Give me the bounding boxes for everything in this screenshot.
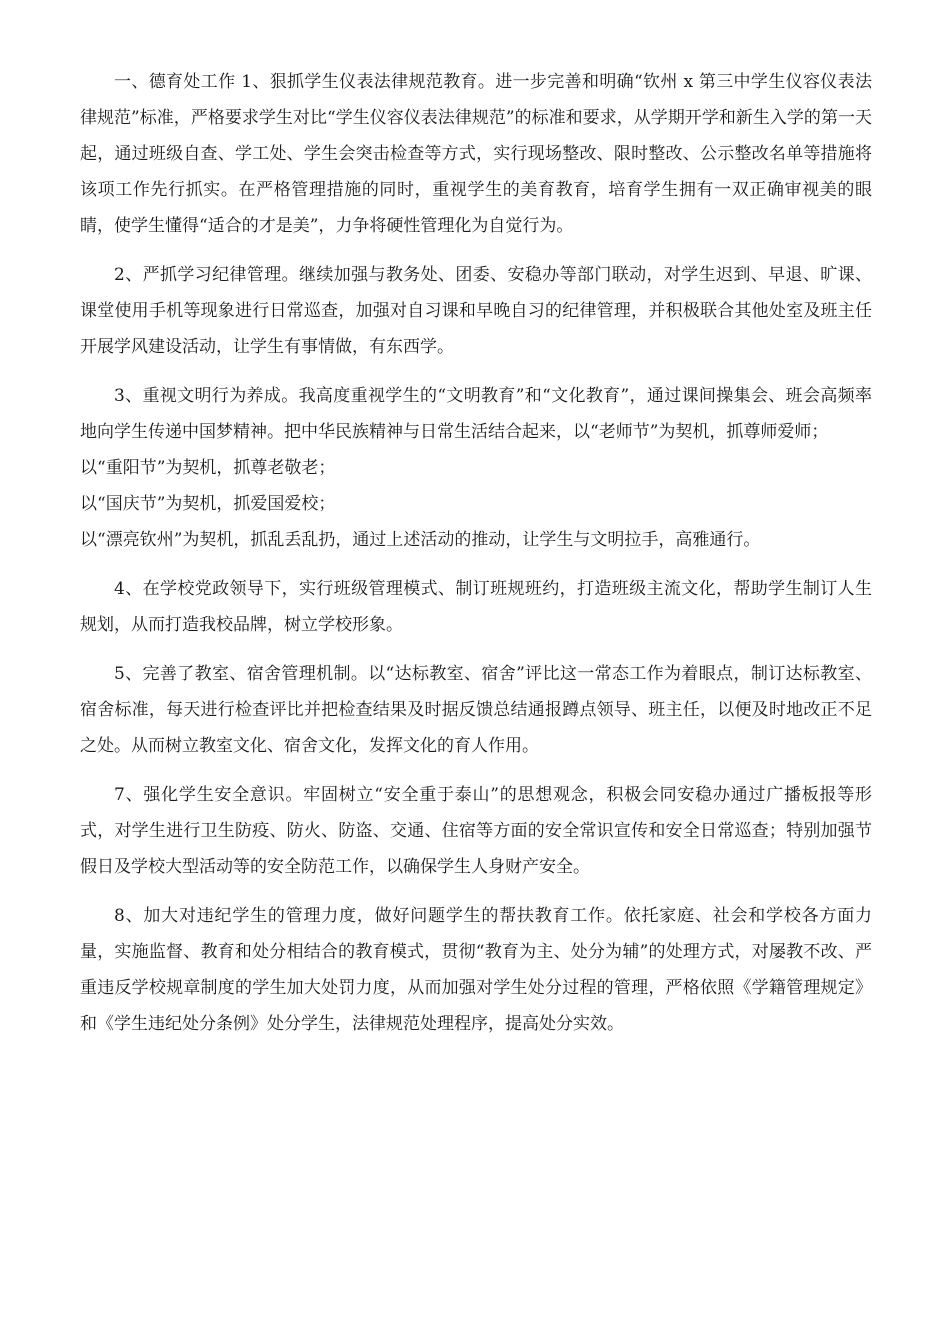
paragraph-civilized-behavior: 3、重视文明行为养成。我高度重视学生的“文明教育”和“文化教育”，通过课间操集会、班会高频率地向学生传递中国梦精神。把中华民族精神与日常生活结合起来，以“老师节”为契机，抓尊师爱师； — [80, 386, 872, 442]
paragraph-safety-awareness: 7、强化学生安全意识。牢固树立“安全重于泰山”的思想观念，积极会同安稳办通过广播板报等形式，对学生进行卫生防疫、防火、防盗、交通、住宿等方面的安全常识宣传和安全日常巡查；特别加强节假日及学校大型活动等的安全防范工作，以确保学生人身财产安全。 — [80, 785, 872, 877]
paragraph-discipline-violations: 8、加大对违纪学生的管理力度，做好问题学生的帮扶教育工作。依托家庭、社会和学校各方面力量，实施监督、教育和处分相结合的教育模式，贯彻“教育为主、处分为辅”的处理方式，对屡教不改、严重违反学校规章制度的学生加大处罚力度，从而加强对学生处分过程的管理，严格依照《学籍管理规定》和《学生违纪处分条例》处分学生，法律规范处理程序，提高处分实效。 — [80, 906, 872, 1034]
document-page — [80, 64, 872, 1055]
line-double-ninth: 以“重阳节”为契机，抓尊老敬老； — [80, 458, 336, 478]
paragraph-study-discipline: 2、严抓学习纪律管理。继续加强与教务处、团委、安稳办等部门联动，对学生迟到、早退、旷课、课堂使用手机等现象进行日常巡查，加强对自习课和早晚自习的纪律管理，并积极联合其他处室及班主任开展学风建设活动，让学生有事情做，有东西学。 — [80, 265, 872, 357]
line-national-day: 以“国庆节”为契机，抓爱国爱校； — [80, 494, 336, 514]
paragraph-moral-education: 一、德育处工作 1、狠抓学生仪表法律规范教育。进一步完善和明确“钦州 x 第三中学生仪容仪表法律规范”标准，严格要求学生对比“学生仪容仪表法律规范”的标准和要求，从学期开学和新生入学的第一天起，通过班级自查、学工处、学生会突击检查等方式，实行现场整改、限时整改、公示整改名单等措施将该项工作先行抓实。在严格管理措施的同时，重视学生的美育教育，培育学生拥有一双正确审视美的眼睛，使学生懂得“适合的才是美”，力争将硬性管理化为自觉行为。 — [80, 72, 872, 236]
paragraph-class-management: 4、在学校党政领导下，实行班级管理模式、制订班规班约，打造班级主流文化，帮助学生制订人生规划，从而打造我校品牌，树立学校形象。 — [80, 579, 872, 635]
paragraph-dorm-management: 5、完善了教室、宿舍管理机制。以“达标教室、宿舍”评比这一常态工作为着眼点，制订达标教室、宿舍标准，每天进行检查评比并把检查结果及时据反馈总结通报蹲点领导、班主任，以便及时地改正不足之处。从而树立教室文化、宿舍文化，发挥文化的育人作用。 — [80, 664, 872, 756]
line-beautiful-qinzhou: 以“漂亮钦州”为契机，抓乱丢乱扔，通过上述活动的推动，让学生与文明拉手，高雅通行。 — [80, 530, 761, 550]
